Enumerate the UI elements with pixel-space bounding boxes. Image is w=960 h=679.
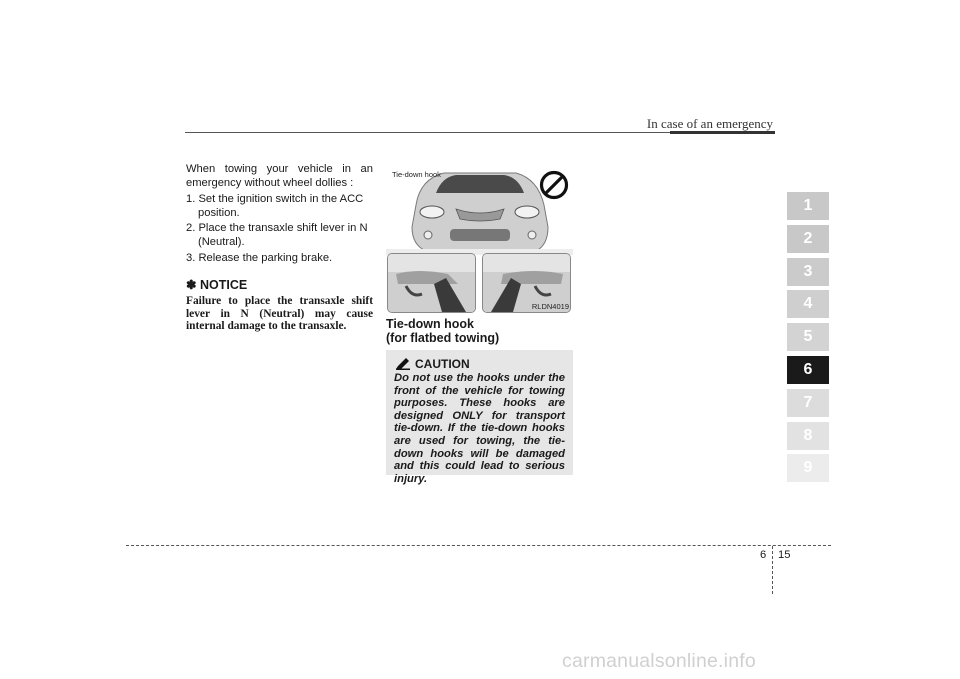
caution-pencil-icon: [396, 358, 410, 370]
chapter-tab-4[interactable]: 4: [787, 290, 829, 318]
towing-instructions: [186, 163, 373, 333]
hook-detail-left-image: [388, 254, 475, 312]
caution-box: [386, 350, 573, 485]
watermark: carmanualsonline.info: [562, 650, 756, 672]
section-subheading: [386, 318, 499, 345]
chapter-tab-3[interactable]: 3: [787, 258, 829, 286]
page-chapter-number: 6: [760, 549, 767, 561]
step-item: 2. Place the transaxle shift lever in N (Neutral).: [186, 222, 368, 248]
step-item: 1. Set the ignition switch in the ACC position.: [186, 193, 364, 219]
caution-heading: [396, 357, 565, 371]
notice-icon: ✽: [186, 278, 197, 293]
chapter-tabs: [787, 192, 829, 487]
chapter-tab-2[interactable]: 2: [787, 225, 829, 253]
chapter-tab-1[interactable]: 1: [787, 192, 829, 220]
figure-label: Tie-down hook: [392, 170, 441, 179]
chapter-tab-7[interactable]: 7: [787, 389, 829, 417]
tie-down-hook-figure: [386, 165, 573, 314]
page-number: 15: [778, 549, 791, 561]
figure-code: RLDN4019: [531, 302, 569, 311]
caution-body: Do not use the hooks under the front of the vehicle for towing purposes. These hooks are designed ONLY for transport tie-down. If the tie-down hooks are used for towing, the tie-down hooks will be damaged and this could lead to serious injury.: [394, 372, 565, 485]
prohibition-icon: [539, 170, 569, 200]
chapter-tab-6-active[interactable]: 6: [787, 356, 829, 384]
footer-divider: [126, 545, 831, 546]
step-item: 3. Release the parking brake.: [186, 251, 333, 264]
notice-title: NOTICE: [199, 278, 248, 293]
intro-text: When towing your vehicle in an emergency without wheel dollies :: [186, 163, 373, 189]
chapter-tab-5[interactable]: 5: [787, 323, 829, 351]
chapter-tab-9[interactable]: 9: [787, 454, 829, 482]
caution-title: CAUTION: [415, 357, 470, 371]
steps-list: [186, 193, 373, 265]
subheading-line: Tie-down hook: [386, 317, 474, 331]
footer-vertical-divider: [772, 546, 773, 594]
notice-body: Failure to place the transaxle shift lever in N (Neutral) may cause internal damage to the transaxle.: [186, 294, 373, 333]
header-divider-accent: [670, 131, 775, 134]
chapter-tab-8[interactable]: 8: [787, 422, 829, 450]
section-header-title: In case of an emergency: [646, 116, 773, 131]
hook-detail-left: [387, 253, 476, 313]
notice-heading: [186, 279, 373, 293]
subheading-line: (for flatbed towing): [386, 330, 500, 345]
